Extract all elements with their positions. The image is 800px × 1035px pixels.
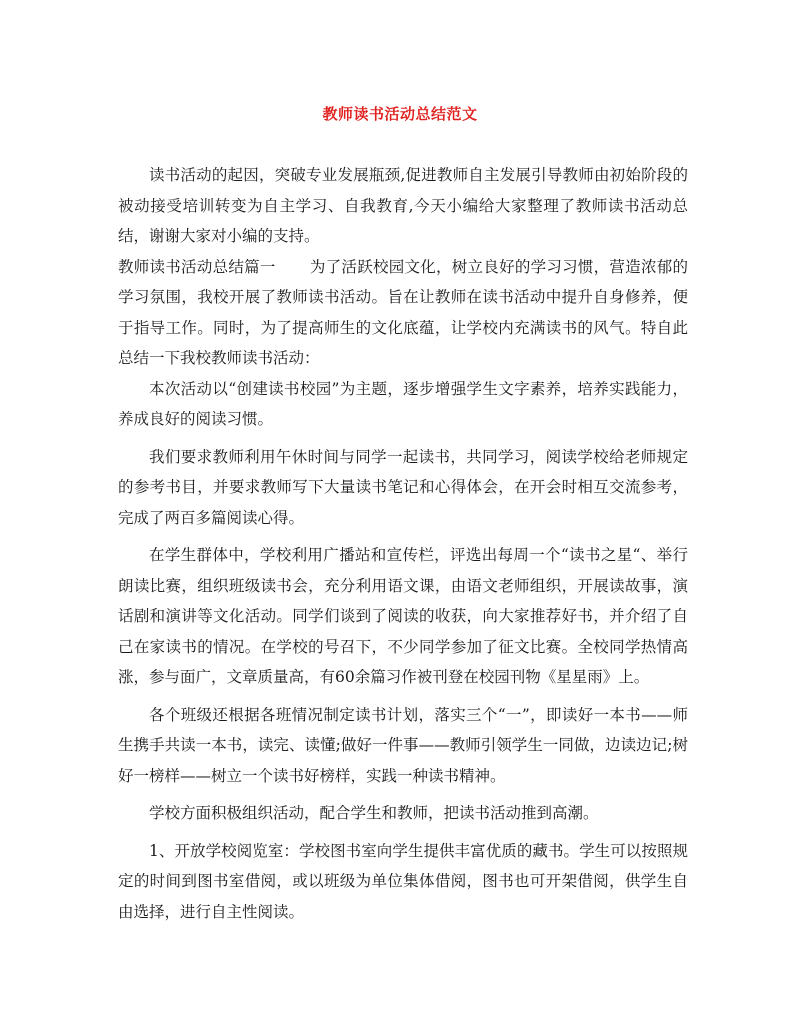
body-paragraph-theme: 本次活动以“创建读书校园”为主题，逐步增强学生文字素养，培养实践能力，养成良好的阅读习惯。 [118,379,688,428]
body-paragraph-school: 学校方面积极组织活动，配合学生和教师，把读书活动推到高潮。 [149,804,599,822]
document-body [118,160,688,927]
section-label: 教师读书活动总结篇一 [118,257,276,276]
body-paragraph-teachers: 我们要求教师利用午休时间与同学一起读书，共同学习，阅读学校给老师规定的参考书目，并要求教师写下大量读书笔记和心得体会，在开会时相互交流参考，完成了两百多篇阅读心得。 [118,447,688,527]
intro-paragraph: 读书活动的起因，突破专业发展瓶颈,促进教师自主发展引导教师由初始阶段的被动接受培训转变为自主学习、自我教育,今天小编给大家整理了教师读书活动总结，谢谢大家对小编的支持。 [118,166,688,245]
body-paragraph-reading-room: 1、开放学校阅览室：学校图书室向学生提供丰富优质的藏书。学生可以按照规定的时间到图书室借阅，或以班级为单位集体借阅，图书也可开架借阅，供学生自由选择，进行自主性阅读。 [118,841,688,921]
section-paragraph [118,252,688,374]
body-paragraph-students: 在学生群体中，学校利用广播站和宣传栏，评选出每周一个“读书之星“、举行朗读比赛，组织班级读书会，充分利用语文课，由语文老师组织，开展读故事，演话剧和演讲等文化活动。同学们谈到了阅读的收获，向大家推荐好书，并介绍了自己在家读书的情况。在学校的号召下，不少同学参加了征文比赛。全校同学热情高涨，参与面广，文章质量高，有60余篇习作被刊登在校园刊物《星星雨》上。 [118,546,688,686]
body-paragraph-classes: 各个班级还根据各班情况制定读书计划，落实三个“一”，即读好一本书——师生携手共读一本书，读完、读懂;做好一件事——教师引领学生一同做，边读边记;树好一榜样——树立一个读书好榜样，实践一种读书精神。 [118,705,688,785]
section-text: 为了活跃校园文化，树立良好的学习习惯，营造浓郁的学习氛围，我校开展了教师读书活动。旨在让教师在读书活动中提升自身修养，便于指导工作。同时，为了提高师生的文化底蕴，让学校内充满读书的风气。特自此总结一下我校教师读书活动： [118,257,688,367]
document-title: 教师读书活动总结范文 [322,105,478,123]
